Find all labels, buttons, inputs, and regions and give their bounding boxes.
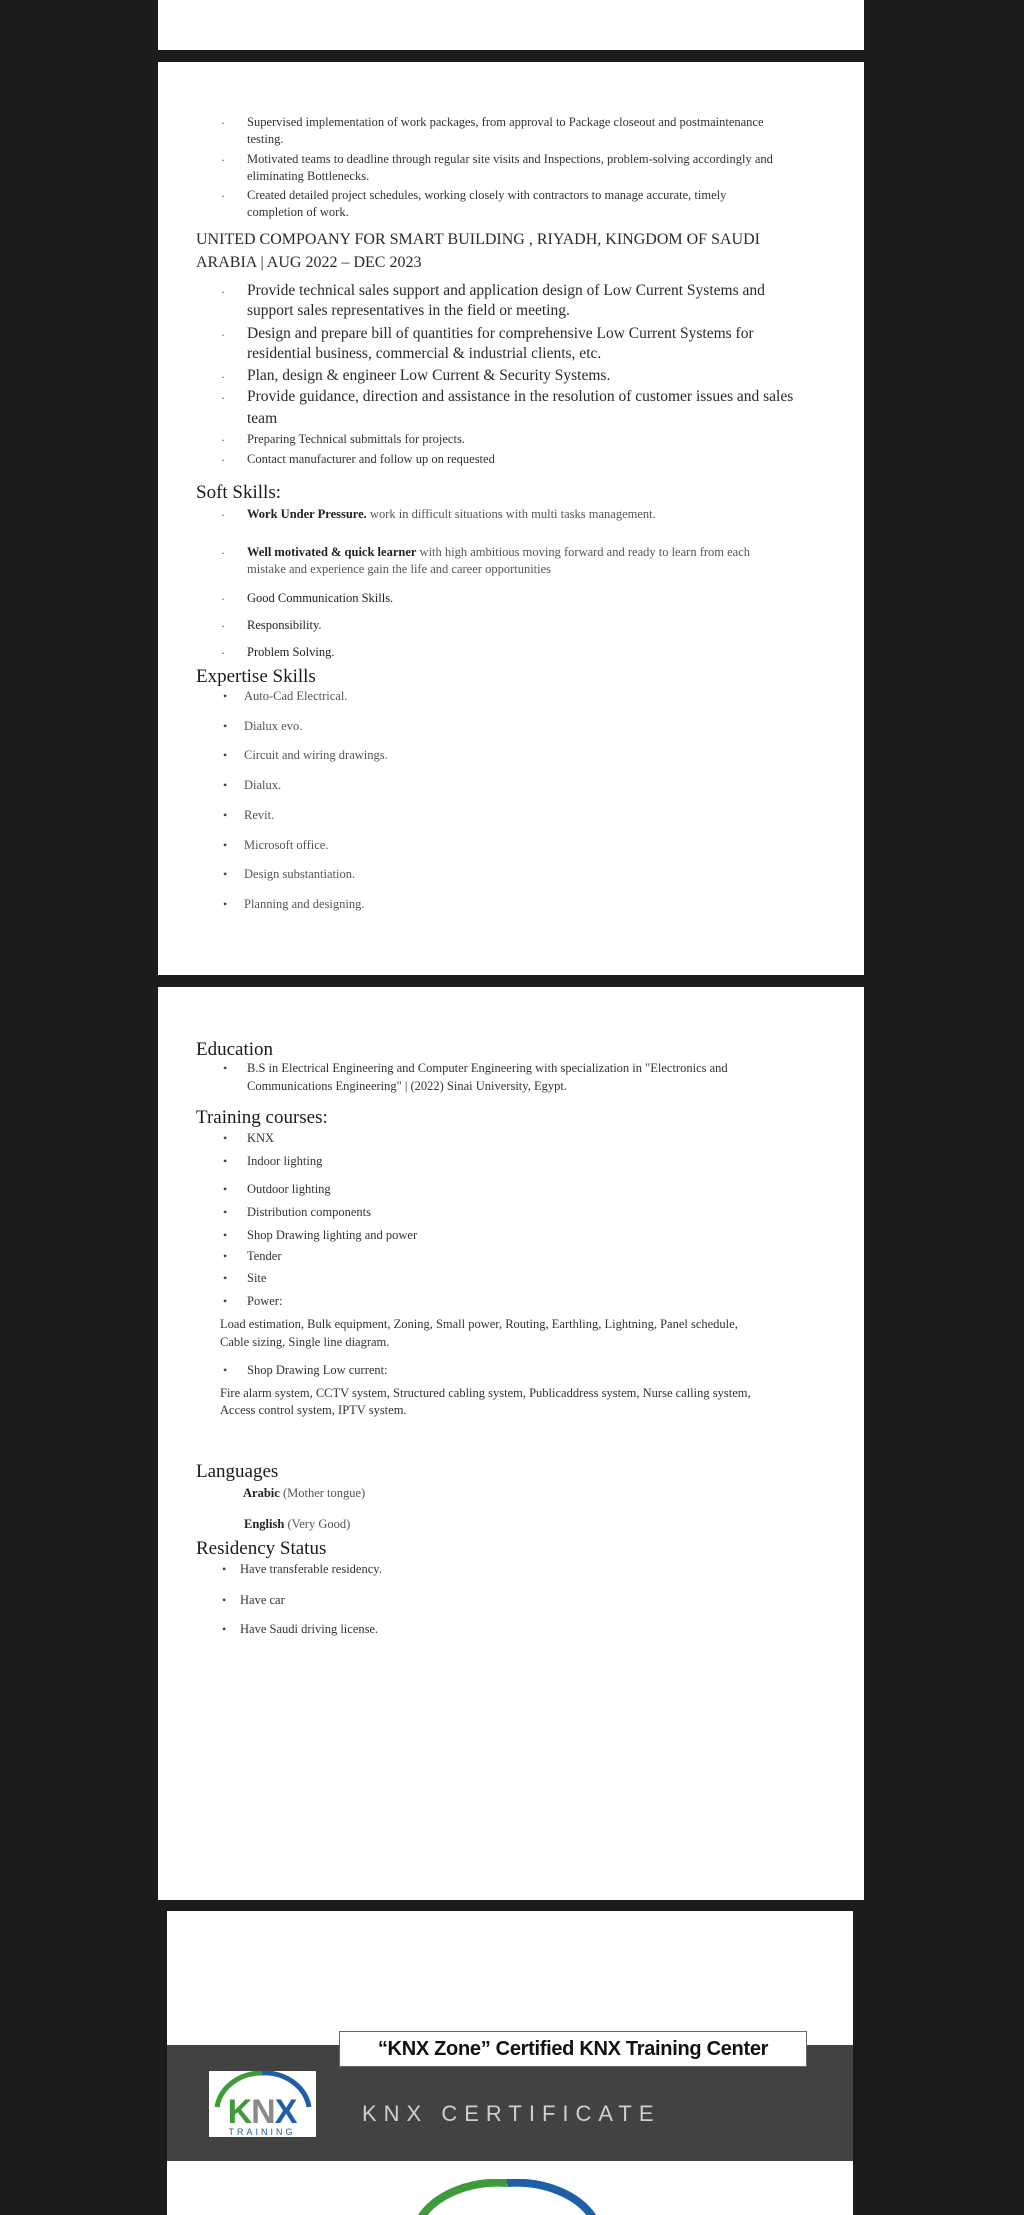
job-heading: UNITED COMPOANY FOR SMART BUILDING , RIYADH, KINGDOM OF SAUDI <box>196 231 760 248</box>
svg-text:KNX: KNX <box>227 2093 297 2131</box>
list-item: Site <box>247 1271 267 1285</box>
section-heading-residency: Residency Status <box>196 1538 327 1559</box>
section-heading-soft-skills: Soft Skills: <box>196 482 281 503</box>
bullet-icon: • <box>223 748 228 763</box>
list-item-cont: eliminating Bottlenecks. <box>247 169 370 183</box>
bullet-icon: • <box>223 807 228 822</box>
bullet-icon: • <box>223 1154 228 1168</box>
bullet-icon: · <box>221 453 225 467</box>
list-item: Design and prepare bill of quantities for comprehensive Low Current Systems for <box>247 325 754 342</box>
bullet-icon: · <box>221 592 225 606</box>
bullet-icon: • <box>223 1061 228 1075</box>
list-item: Supervised implementation of work packages, from approval to Package closeout and postmaintenance <box>247 115 764 129</box>
list-item: Motivated teams to deadline through regular site visits and Inspections, problem-solving accordingly and <box>247 152 773 166</box>
list-item: Circuit and wiring drawings. <box>244 748 388 763</box>
list-item: Revit. <box>244 807 275 822</box>
list-item: Problem Solving. <box>247 645 335 659</box>
bullet-icon: • <box>222 1562 227 1576</box>
section-heading-expertise: Expertise Skills <box>196 666 316 687</box>
knx-arc-logo <box>412 2179 602 2215</box>
list-item: Shop Drawing lighting and power <box>247 1228 418 1242</box>
language-item: Arabic (Mother tongue) <box>243 1486 366 1500</box>
bullet-icon: • <box>223 718 228 733</box>
bullet-icon: • <box>223 778 228 793</box>
bullet-icon: · <box>221 619 225 633</box>
bullet-icon: · <box>221 508 225 522</box>
list-item: Have transferable residency. <box>240 1562 382 1576</box>
bullet-icon: · <box>221 391 225 405</box>
list-item: Indoor lighting <box>247 1154 323 1168</box>
bullet-icon: · <box>221 153 225 167</box>
bullet-icon: • <box>223 1131 228 1145</box>
list-item: Power: <box>247 1294 283 1308</box>
bullet-icon: • <box>223 1228 228 1242</box>
bullet-icon: · <box>221 646 225 660</box>
list-item: Provide technical sales support and application design of Low Current Systems and <box>247 282 765 299</box>
list-item: Outdoor lighting <box>247 1182 331 1196</box>
document-page-2 <box>158 62 864 975</box>
bullet-icon: • <box>222 1593 227 1607</box>
list-item: Well motivated & quick learner with high ambitious moving forward and ready to learn from each <box>247 545 751 559</box>
list-item: Provide guidance, direction and assistance in the resolution of customer issues and sales <box>247 388 794 405</box>
list-item-cont: testing. <box>247 132 284 146</box>
bullet-icon: · <box>221 370 225 384</box>
bullet-icon: · <box>221 328 225 342</box>
low-current-detail-cont: Access control system, IPTV system. <box>220 1403 407 1417</box>
document-page-1 <box>158 0 864 50</box>
list-item: Design substantiation. <box>244 867 356 882</box>
section-heading-training: Training courses: <box>196 1107 328 1128</box>
power-detail-cont: Cable sizing, Single line diagram. <box>220 1335 390 1349</box>
list-item-cont: completion of work. <box>247 205 349 219</box>
bullet-icon: · <box>221 285 225 299</box>
certificate-title: “KNX Zone” Certified KNX Training Center <box>339 2031 807 2067</box>
bullet-icon: · <box>221 116 225 130</box>
bullet-icon: • <box>223 896 228 911</box>
bullet-icon: • <box>223 1271 228 1285</box>
list-item: Tender <box>247 1249 282 1263</box>
low-current-detail: Fire alarm system, CCTV system, Structured cabling system, Publicaddress system, Nurse calling system, <box>220 1386 751 1400</box>
bullet-icon: · <box>221 546 225 560</box>
bullet-icon: · <box>221 433 225 447</box>
bullet-icon: • <box>223 837 228 852</box>
list-item: Shop Drawing Low current: <box>247 1363 388 1377</box>
list-item: Created detailed project schedules, working closely with contractors to manage accurate, timely <box>247 188 727 202</box>
list-item-cont: Communications Engineering" | (2022) Sinai University, Egypt. <box>247 1079 567 1093</box>
document-page-3 <box>158 987 864 1900</box>
svg-text:TRAINING: TRAINING <box>228 2127 296 2137</box>
bullet-icon: • <box>222 1622 227 1636</box>
bullet-icon: • <box>223 1363 228 1377</box>
list-item: Preparing Technical submittals for projects. <box>247 432 465 446</box>
list-item: Have Saudi driving license. <box>240 1622 379 1636</box>
power-detail: Load estimation, Bulk equipment, Zoning, Small power, Routing, Earthling, Lightning, Panel schedule, <box>220 1317 738 1331</box>
list-item: Work Under Pressure. work in difficult situations with multi tasks management. <box>247 507 656 521</box>
bullet-icon: · <box>221 189 225 203</box>
job-heading-dates: ARABIA | AUG 2022 – DEC 2023 <box>196 254 422 271</box>
list-item: Distribution components <box>247 1205 371 1219</box>
language-item: English (Very Good) <box>244 1517 351 1531</box>
bullet-icon: • <box>223 689 228 703</box>
knx-logo <box>209 2071 316 2137</box>
certificate-subtitle: KNX CERTIFICATE <box>362 2101 661 2126</box>
list-item-cont: team <box>247 410 278 427</box>
list-item-cont: mistake and experience gain the life and career opportunities <box>247 562 552 576</box>
list-item: Dialux evo. <box>244 718 303 733</box>
bullet-icon: • <box>223 1182 228 1196</box>
list-item: Contact manufacturer and follow up on requested <box>247 452 495 466</box>
list-item: KNX <box>247 1131 275 1145</box>
certificate-page <box>167 1911 853 2215</box>
list-item: B.S in Electrical Engineering and Computer Engineering with specialization in "Electronics and <box>247 1061 728 1075</box>
bullet-icon: • <box>223 867 228 882</box>
list-item: Dialux. <box>244 778 282 793</box>
list-item: Have car <box>240 1593 285 1607</box>
list-item: Good Communication Skills. <box>247 591 394 605</box>
bullet-icon: • <box>223 1205 228 1219</box>
section-heading-languages: Languages <box>196 1461 279 1482</box>
list-item: Plan, design & engineer Low Current & Security Systems. <box>247 367 611 384</box>
list-item: Responsibility. <box>247 618 322 632</box>
section-heading-education: Education <box>196 1039 274 1060</box>
bullet-icon: • <box>223 1249 228 1263</box>
list-item: Planning and designing. <box>244 896 365 911</box>
list-item-cont: residential business, commercial & industrial clients, etc. <box>247 345 602 362</box>
list-item: Auto-Cad Electrical. <box>244 689 348 703</box>
list-item: Microsoft office. <box>244 837 329 852</box>
list-item-cont: support sales representatives in the field or meeting. <box>247 302 570 319</box>
bullet-icon: • <box>223 1294 228 1308</box>
